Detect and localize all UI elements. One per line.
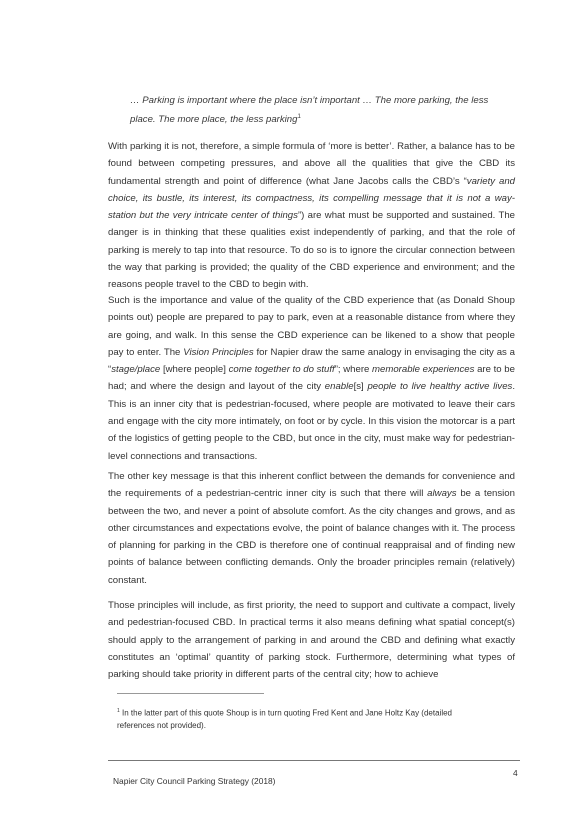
p2-italic-d: stage/place xyxy=(111,364,161,376)
p2-text-i: are to be had; and where the design and layout of the city xyxy=(108,364,515,393)
p2-italic-l: people to live healthy active lives xyxy=(367,381,513,393)
p3-text-a: The other key message is that this inherent conflict between the demands for convenience and the requirements of a pedestrian-centric inner city is such that there will xyxy=(108,471,515,500)
p2-italic-j: enable xyxy=(324,381,354,393)
p2-text-e: [where people] xyxy=(160,364,229,376)
p2-text-m: . This is an inner city that is pedestrian-focused, where people are motivated to leave their cars and engage with the city more intimately, on foot or by cycle. In this vision the motorcar is a part of the logistics of getting people to the CBD, but once in the city, must make way for pedestrian-level connections and transactions. xyxy=(108,381,516,462)
page-number: 4 xyxy=(513,768,518,778)
p3-italic-b: always xyxy=(427,488,457,500)
p2-text-a: Such is the importance and value of the quality of the CBD experience that (as Donald Shoup points out) people are prepared to pay to park, even at a reasonable distance from where they are going, and walk. In this sense the CBD experience can be likened to a show that people pay to enter. The xyxy=(108,295,515,358)
p2-text-g: ”; where xyxy=(334,364,373,376)
p1-text-a: With parking it is not, therefore, a simple formula of ‘more is better’. Rather, a balance has to be found between competing pressures, and above all the qualities that give the CBD its fundamental strength and point of difference (what Jane Jacobs calls the CBD’s “ xyxy=(108,141,515,187)
p2-italic-h: memorable experiences xyxy=(372,364,475,376)
paragraph-3 xyxy=(108,468,515,589)
paragraph-1 xyxy=(108,138,515,294)
p3-text-c: be a tension between the two, and never a point of absolute comfort. As the city changes and grows, and as other circumstances and expectations evolve, the point of balance changes with it. The process of planning for parking in the CBD is therefore one of continual reappraisal and of finding new points of balance between conflicting demands. Only the broader principles remain (relatively) constant. xyxy=(108,488,515,586)
footnote-number: 1 xyxy=(117,708,120,714)
footer-title: Napier City Council Parking Strategy (2018) xyxy=(113,776,276,786)
p1-italic-quote: variety and choice, its bustle, its interest, its compactness, its compelling message that it is not a way-station but the very intricate center of things xyxy=(108,175,515,222)
quote-text: … Parking is important where the place isn’t important … The more parking, the less place. The more place, the less parking xyxy=(130,95,489,126)
block-quote xyxy=(130,92,505,128)
footnote-ref: 1 xyxy=(297,114,301,120)
p1-text-c: ”) are what must be supported and sustained. The danger is in thinking that these qualities exist independently of parking, and that the role of parking is merely to tap into that resource. To do so is to ignore the circular connection between the way that parking is provided; the quality of the CBD experience and environment; and the reasons people travel to the CBD to begin with. xyxy=(108,210,515,291)
paragraph-2 xyxy=(108,292,515,465)
footnote-divider xyxy=(117,693,264,694)
p2-text-k: [s] xyxy=(353,381,368,393)
p2-italic-b: Vision Principles xyxy=(183,346,254,358)
p2-text-c: for Napier draw the same analogy in envisaging the city as a “ xyxy=(108,346,516,376)
footnote xyxy=(117,705,487,733)
paragraph-4 xyxy=(108,597,515,683)
footer-divider xyxy=(108,760,520,761)
p2-italic-f: come together to do stuff xyxy=(228,364,335,376)
footnote-text: In the latter part of this quote Shoup is in turn quoting Fred Kent and Jane Holtz Kay (detailed references not provided). xyxy=(117,708,452,731)
p4-text-a: Those principles will include, as first priority, the need to support and cultivate a compact, lively and pedestrian-focused CBD. In practical terms it also means defining what spatial concept(s) should apply to the arrangement of parking in and around the CBD and defining what exactly constitutes an ‘optimal’ quantity of parking stock. Furthermore, determining what types of parking should take priority in different parts of the central city; how to achieve xyxy=(108,600,515,681)
